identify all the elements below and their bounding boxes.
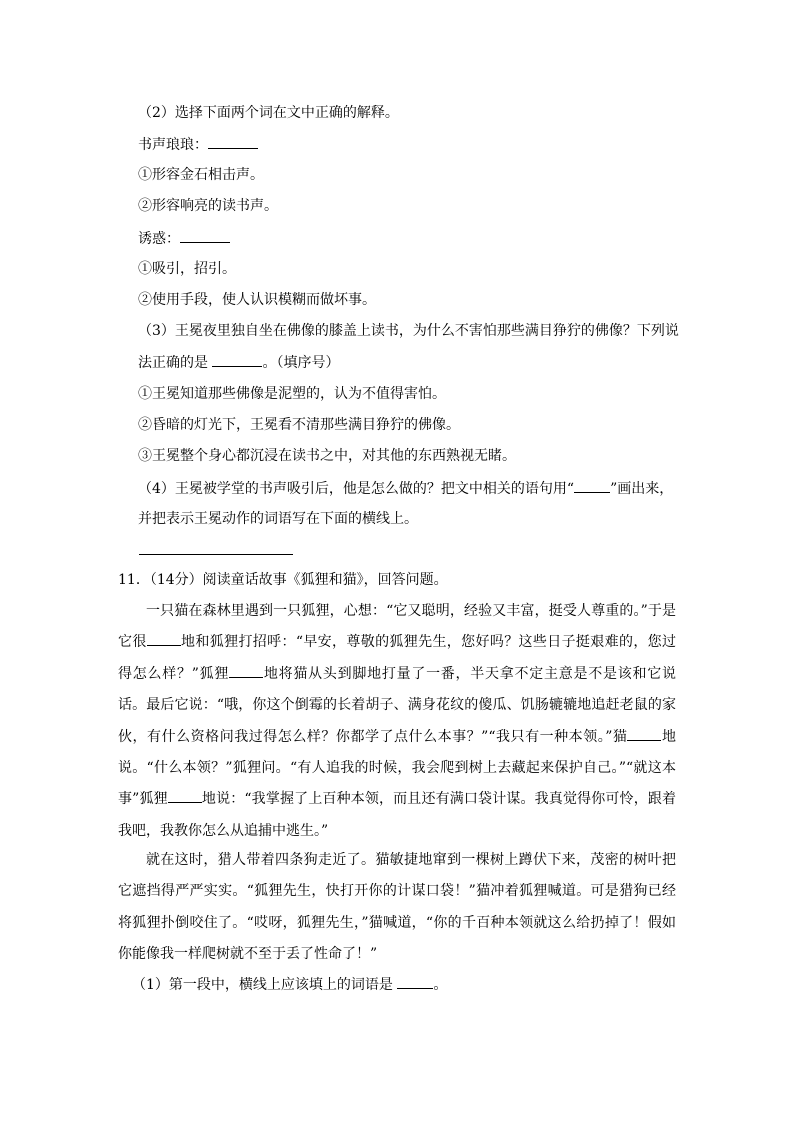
q10-word1-opt1: ①形容金石相击声。 <box>138 167 264 183</box>
q10-sub3-line2 <box>138 352 339 373</box>
q10-word1 <box>138 134 258 155</box>
answer-blank <box>147 631 181 646</box>
sub4-prompt-end: ”画出来， <box>610 481 674 497</box>
q11-sub1 <box>132 974 447 995</box>
q10-sub3-opt1: ①王冕知道那些佛像是泥塑的，认为不值得害怕。 <box>138 386 446 402</box>
para1-text: 地和狐狸打招呼：“早安，尊敬的狐狸先生，您好吗？这些日子挺艰难的，您过得怎么样？”狐狸 <box>118 634 677 682</box>
sub1-end: 。 <box>433 977 448 993</box>
answer-blank <box>180 228 230 243</box>
word2-label: 诱惑： <box>138 231 180 247</box>
q10-word1-opt2: ②形容响亮的读书声。 <box>138 198 278 214</box>
answer-blank <box>229 663 263 678</box>
para1-text: 地说：“我掌握了上百种本领，而且还有满口袋计谋。我真觉得你可怜，跟着我吧，我教你怎么从追捕中逃生。” <box>118 791 676 839</box>
answer-blank <box>168 788 202 803</box>
answer-blank <box>208 134 258 149</box>
para1-text: 地说。“什么本领？”狐狸问。“有人追我的时候，我会爬到树上去藏起来保护自己。”“就这本事”狐狸 <box>118 728 676 808</box>
para1-text: 一只猫在森林里遇到一只狐狸，心想：“它又聪明，经验又丰富，挺受人尊重的。”于是它很 <box>118 603 676 651</box>
para1-text: 地将猫从头到脚地打量了一番，半天拿不定主意是不是该和它说话。最后它说：“哦，你这个倒霉的长着胡子、满身花纹的傻瓜、饥肠辘辘地追赶老鼠的家伙，有什么资格问我过得怎么样？你都学了点什么本事？”“我只有一种本领。”猫 <box>118 665 676 745</box>
q11-heading: 11．（14分）阅读童话故事《狐狸和猫》，回答问题。 <box>118 572 448 588</box>
answer-blank <box>627 726 661 741</box>
q10-sub3-opt3: ③王冕整个身心都沉浸在读书之中，对其他的东西熟视无睹。 <box>138 448 516 464</box>
word1-label: 书声琅琅： <box>138 137 208 153</box>
answer-blank <box>397 974 433 989</box>
q10-word2-opt1: ①吸引，招引。 <box>138 261 236 277</box>
answer-blank <box>574 478 610 493</box>
q10-sub3-opt2: ②昏暗的灯光下，王冕看不清那些满目狰狞的佛像。 <box>138 417 460 433</box>
sub4-prompt: （4）王冕被学堂的书声吸引后，他是怎么做的？把文中相关的语句用“ <box>138 481 575 497</box>
q10-sub3-line1: （3）王冕夜里独自坐在佛像的膝盖上读书，为什么不害怕那些满目狰狞的佛像？下列说 <box>138 323 679 339</box>
answer-line <box>139 554 293 555</box>
q11-para1 <box>118 596 676 847</box>
sub1-prompt: （1）第一段中，横线上应该填上的词语是 <box>132 977 393 993</box>
q10-word2-opt2: ②使用手段，使人认识模糊而做坏事。 <box>138 292 376 308</box>
q11-para2: 就在这时，猎人带着四条狗走近了。猫敏捷地窜到一棵树上蹲伏下来，茂密的树叶把它遮挡得严严实实。“狐狸先生，快打开你的计谋口袋！”猫冲着狐狸喊道。可是猎狗已经将狐狸扑倒咬住了。“哎呀，狐狸先生，”猫喊道，“你的千百种本领就这么给扔掉了！假如你能像我一样爬树就不至于丢了性命了！” <box>118 852 676 963</box>
q10-sub2-title: （2）选择下面两个词在文中正确的解释。 <box>138 105 399 121</box>
q10-sub4-line1 <box>138 478 673 499</box>
q10-sub4-line2: 并把表示王冕动作的词语写在下面的横线上。 <box>138 511 418 527</box>
sub3-hint: 。（填序号） <box>262 355 340 371</box>
answer-blank <box>212 352 262 367</box>
q10-word2 <box>138 228 230 249</box>
sub3-prompt: 法正确的是 <box>138 355 208 371</box>
